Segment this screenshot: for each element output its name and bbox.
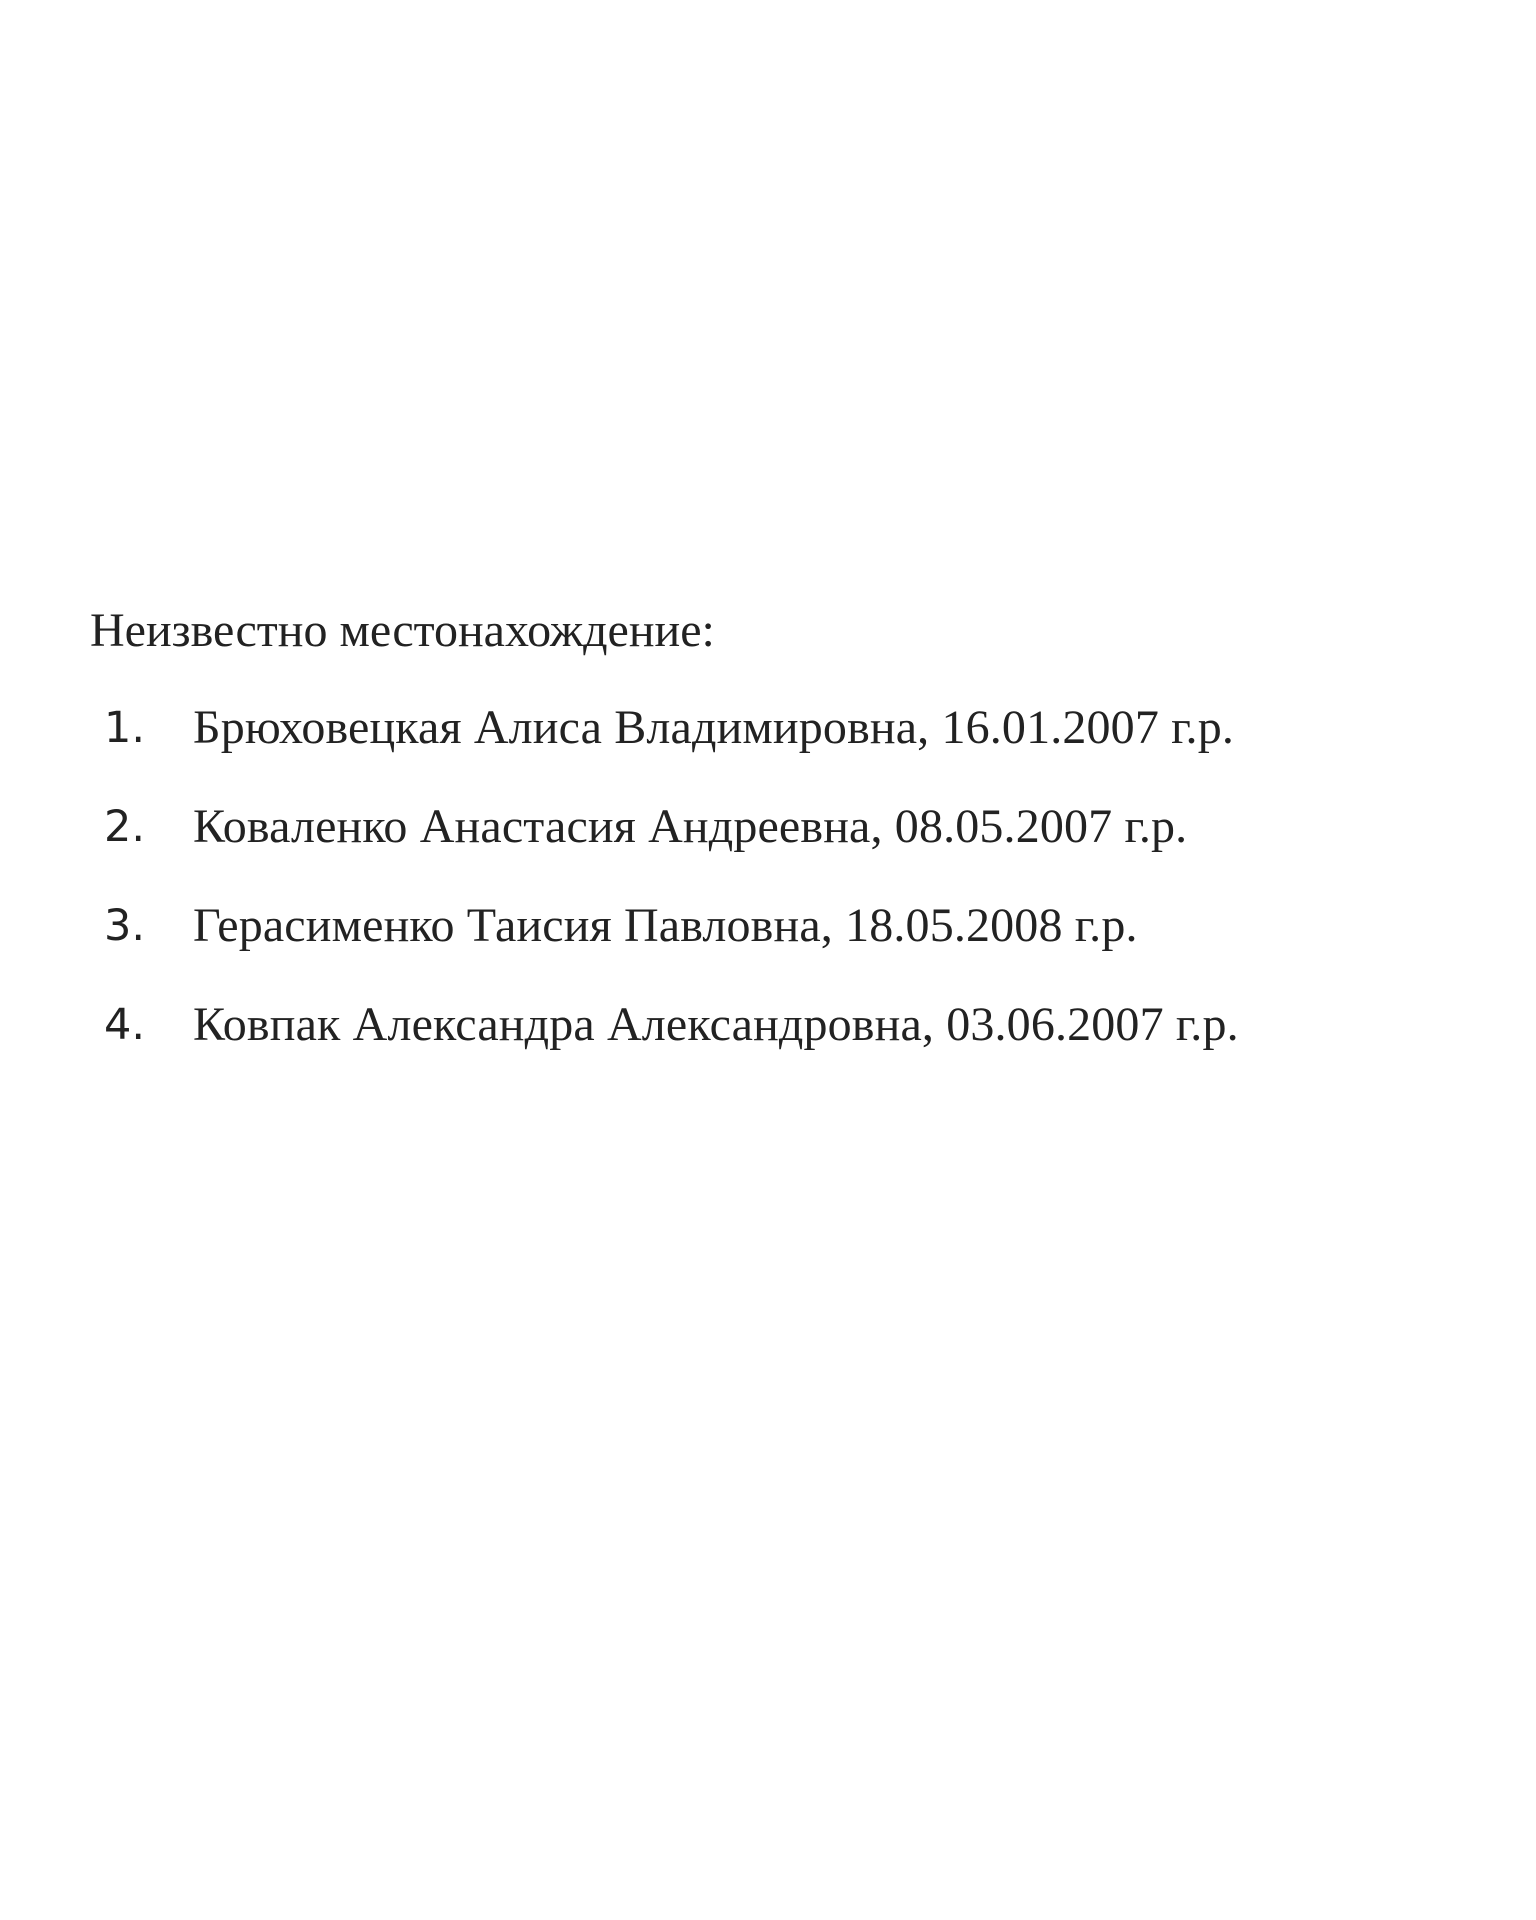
list-item-text: Герасименко Таисия Павловна, 18.05.2008 г.р. — [193, 899, 1138, 952]
missing-persons-list — [0, 700, 1536, 1096]
list-item-text: Ковпак Александра Александровна, 03.06.2007 г.р. — [193, 998, 1239, 1051]
list-item — [0, 898, 1536, 997]
list-item-number: 1. — [104, 703, 146, 753]
list-item-text: Коваленко Анастасия Андреевна, 08.05.2007 г.р. — [193, 800, 1188, 853]
list-item-number: 4. — [104, 1000, 146, 1050]
list-item — [0, 997, 1536, 1096]
list-item-text: Брюховецкая Алиса Владимировна, 16.01.2007 г.р. — [193, 701, 1234, 754]
list-item-number: 2. — [104, 802, 146, 852]
list-item — [0, 799, 1536, 898]
section-heading: Неизвестно местонахождение: — [90, 604, 715, 657]
list-item — [0, 700, 1536, 799]
list-item-number: 3. — [104, 901, 146, 951]
